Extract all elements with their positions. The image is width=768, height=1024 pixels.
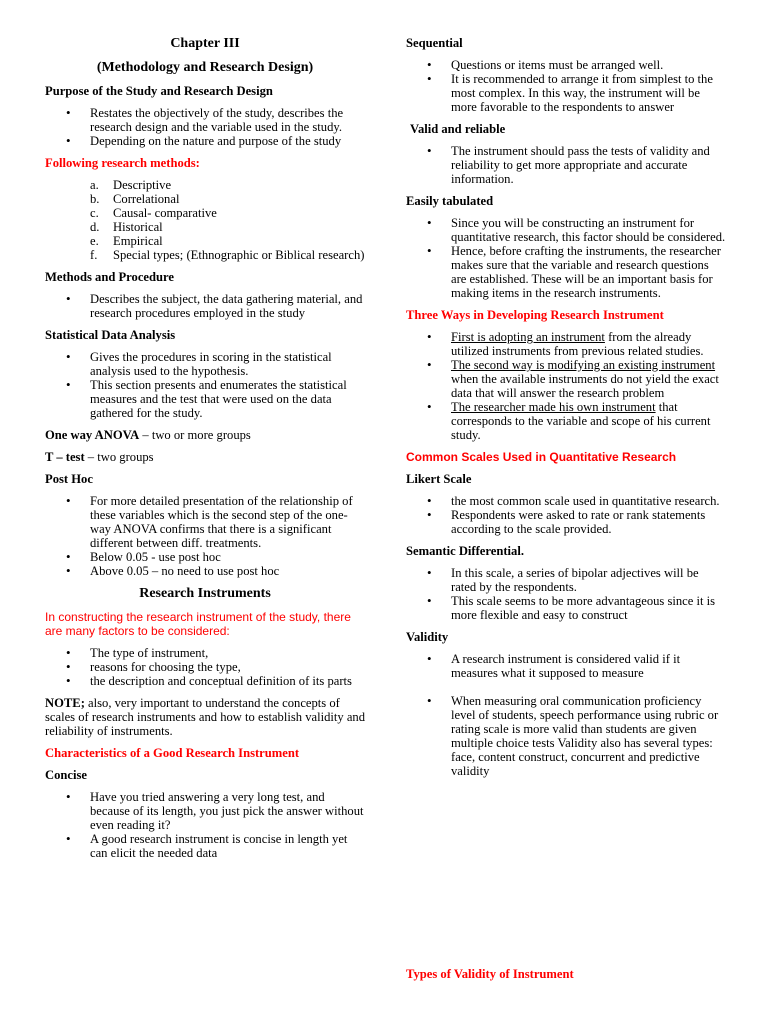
list-item: • Below 0.05 - use post hoc [45, 550, 365, 564]
list-item [406, 400, 726, 442]
list-item [45, 178, 365, 192]
list-item: • Hence, before crafting the instruments, the researcher makes sure that the variable and research questions are established. These will be an important basis for making items in the research instruments. [406, 244, 726, 300]
ttest-line [45, 450, 365, 464]
list-item: • reasons for choosing the type, [45, 660, 365, 674]
list-text: from the already utilized instruments from previous related studies. [451, 330, 704, 358]
validity-heading: Validity [406, 630, 449, 644]
list-item: • Restates the objectively of the study, describes the research design and the variable used in the study. [45, 106, 365, 134]
list-item [45, 248, 365, 262]
list-item [406, 358, 726, 400]
list-item: • It is recommended to arrange it from simplest to the most complex. In this way, the instrument will be more favorable to the respondents to answer [406, 72, 726, 114]
list-text: Correlational [113, 192, 180, 206]
anova-line [45, 428, 365, 442]
semantic-list [406, 566, 726, 622]
statistical-list [45, 350, 365, 420]
list-item [45, 206, 365, 220]
validity-list-2 [406, 694, 726, 778]
list-item: • The type of instrument, [45, 646, 365, 660]
list-item: • A research instrument is considered valid if it measures what it supposed to measure [406, 652, 726, 680]
posthoc-list [45, 494, 365, 578]
ttest-label: T – test [45, 450, 85, 464]
valid-list [406, 144, 726, 186]
list-item: • Respondents were asked to rate or rank statements according to the scale provided. [406, 508, 726, 536]
anova-label: One way ANOVA [45, 428, 140, 442]
posthoc-heading: Post Hoc [45, 472, 93, 486]
right-column [406, 36, 726, 981]
list-item: • A good research instrument is concise in length yet can elicit the needed data [45, 832, 365, 860]
list-marker: d. [90, 220, 100, 234]
list-item: • Questions or items must be arranged well. [406, 58, 726, 72]
underlined-text: The researcher made his own instrument [451, 400, 656, 414]
list-text: Historical [113, 220, 163, 234]
purpose-heading: Purpose of the Study and Research Design [45, 84, 273, 98]
chapter-title: Chapter III [170, 36, 240, 51]
three-ways-list [406, 330, 726, 442]
list-item: • In this scale, a series of bipolar adjectives will be rated by the respondents. [406, 566, 726, 594]
methods-procedure-heading: Methods and Procedure [45, 270, 174, 284]
list-item: • Since you will be constructing an instrument for quantitative research, this factor should be considered. [406, 216, 726, 244]
purpose-list [45, 106, 365, 148]
list-text: that corresponds to the variable and scope of his current study. [451, 400, 711, 442]
list-item: • Above 0.05 – no need to use post hoc [45, 564, 365, 578]
list-marker: f. [90, 248, 98, 262]
note-text: also, very important to understand the concepts of scales of research instruments and how to establish validity and reliability of instruments. [45, 696, 366, 738]
characteristics-heading: Characteristics of a Good Research Instrument [45, 746, 300, 760]
list-item [406, 330, 726, 358]
list-item: • This scale seems to be more advantageous since it is more flexible and easy to construct [406, 594, 726, 622]
scales-heading: Common Scales Used in Quantitative Research [406, 450, 677, 464]
types-validity-heading: Types of Validity of Instrument [406, 967, 574, 981]
easy-list [406, 216, 726, 300]
list-text: Empirical [113, 234, 163, 248]
list-item [45, 234, 365, 248]
underlined-text: The second way is modifying an existing instrument [451, 358, 716, 372]
list-item: • the description and conceptual definition of its parts [45, 674, 365, 688]
list-text: when the available instruments do not yield the exact data that will answer the research problem [451, 372, 719, 400]
valid-heading: Valid and reliable [410, 122, 506, 136]
list-item: • Describes the subject, the data gathering material, and research procedures employed in the study [45, 292, 365, 320]
likert-heading: Likert Scale [406, 472, 472, 486]
list-marker: c. [90, 206, 99, 220]
validity-list-1 [406, 652, 726, 680]
three-ways-heading: Three Ways in Developing Research Instrument [406, 308, 664, 322]
research-instruments-heading: Research Instruments [139, 586, 271, 601]
list-item: • For more detailed presentation of the relationship of these variables which is the second step of the one-way ANOVA confirms that there is a significant different between diff. treatments. [45, 494, 365, 550]
list-item: • Have you tried answering a very long test, and because of its length, you just pick the answer without even reading it? [45, 790, 365, 832]
research-instruments-list [45, 646, 365, 688]
anova-text: – two or more groups [139, 428, 251, 442]
underlined-text: First is adopting an instrument [451, 330, 605, 344]
research-instruments-intro: In constructing the research instrument of the study, there are many factors to be considered: [45, 610, 351, 638]
list-text: Descriptive [113, 178, 172, 192]
list-item: • Gives the procedures in scoring in the statistical analysis used to the hypothesis. [45, 350, 365, 378]
concise-list [45, 790, 365, 860]
easy-heading: Easily tabulated [406, 194, 494, 208]
list-marker: b. [90, 192, 100, 206]
ttest-text: – two groups [84, 450, 154, 464]
methods-procedure-list [45, 292, 365, 320]
list-item: • The instrument should pass the tests of validity and reliability to get more appropriate and accurate information. [406, 144, 726, 186]
list-item [45, 220, 365, 234]
note-paragraph [45, 696, 365, 738]
statistical-heading: Statistical Data Analysis [45, 328, 176, 342]
list-item: • the most common scale used in quantitative research. [406, 494, 726, 508]
note-label: NOTE; [45, 696, 85, 710]
list-text: Causal- comparative [113, 206, 217, 220]
chapter-subtitle: (Methodology and Research Design) [96, 60, 314, 75]
list-text: Special types; (Ethnographic or Biblical research) [113, 248, 365, 262]
list-marker: a. [90, 178, 99, 192]
semantic-heading: Semantic Differential. [406, 544, 524, 558]
sequential-list [406, 58, 726, 114]
list-item: • This section presents and enumerates the statistical measures and the test that were used on the data gathered for the study. [45, 378, 365, 420]
list-item: • When measuring oral communication proficiency level of students, speech performance using rubric or rating scale is more valid than students are given multiple choice tests Validity also has several types: face, content construct, concurrent and predictive validity [406, 694, 726, 778]
concise-heading: Concise [45, 768, 87, 782]
methods-heading: Following research methods: [45, 156, 200, 170]
methods-list [45, 178, 365, 262]
likert-list [406, 494, 726, 536]
list-item: • Depending on the nature and purpose of the study [45, 134, 365, 148]
sequential-heading: Sequential [406, 36, 463, 50]
left-column [45, 36, 365, 868]
list-marker: e. [90, 234, 99, 248]
list-item [45, 192, 365, 206]
